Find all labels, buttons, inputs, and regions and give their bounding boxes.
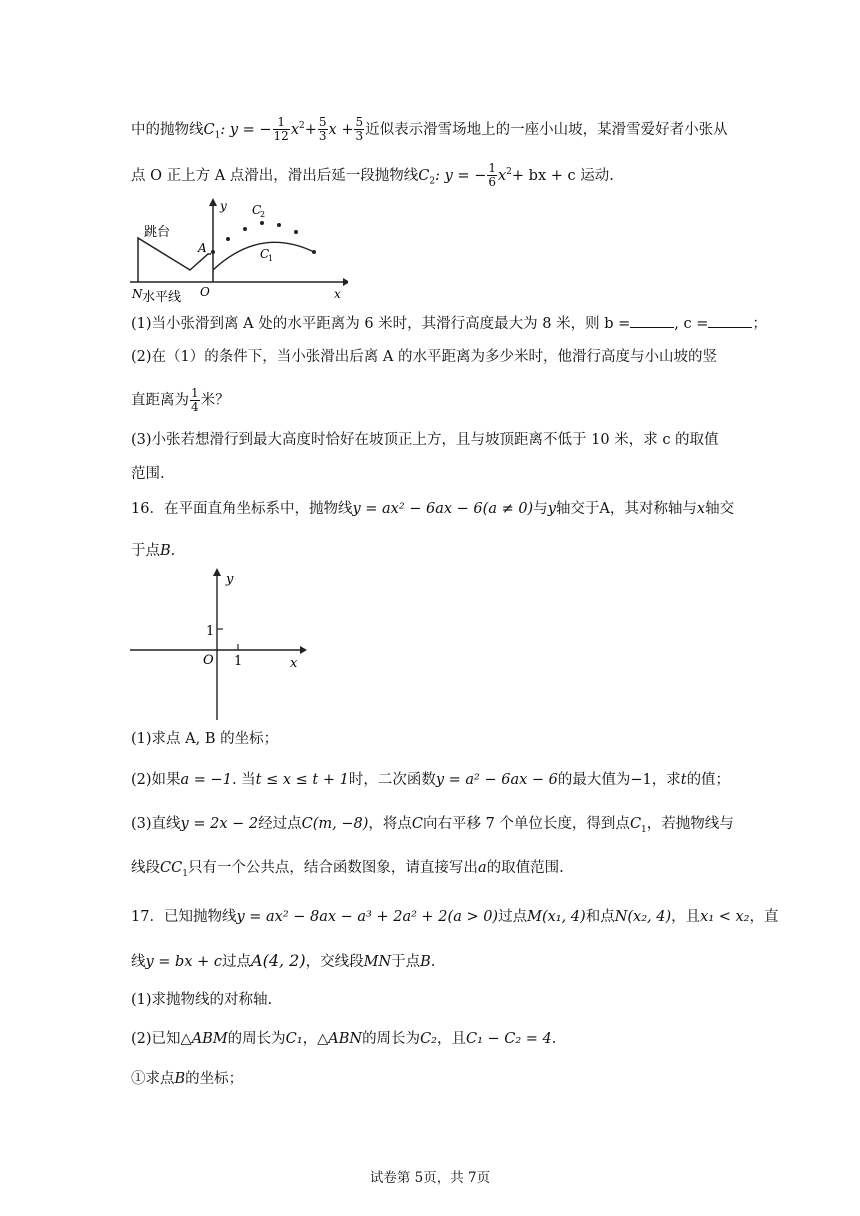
- label-c2: C: [252, 203, 262, 217]
- p17-q1: (1)求抛物线的对称轴.: [131, 992, 273, 1008]
- text: ，且: [436, 1031, 466, 1047]
- text: , c =: [674, 316, 709, 332]
- c2-symbol: C: [418, 167, 430, 184]
- text: .: [170, 543, 176, 559]
- fraction: [487, 162, 497, 189]
- text: 的周长为: [362, 1031, 421, 1047]
- text: ，其对称轴与: [609, 501, 697, 517]
- text: 米？: [200, 392, 230, 409]
- label-o: O: [203, 653, 214, 668]
- label-tiaotai: 跳台: [144, 225, 171, 240]
- frac-num: 1: [273, 116, 290, 130]
- label-1x: 1: [234, 654, 243, 669]
- text: 16．在平面直角坐标系中，抛物线: [131, 501, 353, 517]
- label-n: N: [132, 287, 143, 301]
- var: B: [420, 954, 431, 970]
- ski-slope-figure: [128, 198, 348, 306]
- c2-dot: [260, 221, 264, 225]
- text: 和点: [585, 909, 615, 925]
- var: y: [547, 501, 556, 517]
- eq: y = ax² − 6ax − 6(a ≠ 0): [352, 501, 534, 517]
- c2-sub: 2: [429, 176, 436, 187]
- label-c1: C: [260, 247, 270, 261]
- c2-dot: [211, 250, 215, 254]
- fraction: [273, 116, 290, 143]
- eq-part: : y = −: [435, 167, 487, 184]
- var: B: [160, 543, 171, 559]
- label-x: x: [290, 656, 298, 671]
- text: 的坐标；: [185, 1071, 244, 1087]
- text: (3)直线: [131, 816, 181, 832]
- c1-sub: 1: [214, 130, 221, 141]
- text: . 当: [231, 772, 256, 788]
- text: .: [551, 1031, 557, 1047]
- text: 过点: [498, 909, 528, 925]
- eq-part: : y = −: [220, 121, 272, 138]
- eq: t ≤ x ≤ t + 1: [255, 772, 349, 788]
- text: ，交线段: [305, 954, 364, 970]
- y-arrow-icon: [209, 198, 217, 206]
- label-y: y: [226, 572, 234, 587]
- eq-part: +: [304, 121, 317, 138]
- var: MN: [363, 954, 392, 970]
- label-o: O: [200, 285, 210, 299]
- p17-q2-sub1: [131, 1069, 243, 1089]
- var: C: [411, 816, 423, 832]
- text: ，直: [749, 909, 779, 925]
- eq: y = ax² − 8ax − a³ + 2a² + 2(a > 0): [236, 909, 499, 925]
- eq: x₁ < x₂: [700, 909, 750, 925]
- frac-num: 1: [191, 386, 199, 400]
- eq-part: x +: [328, 121, 354, 138]
- text: 线段: [131, 860, 160, 876]
- text: (2)如果: [131, 772, 181, 788]
- var: A: [599, 501, 610, 517]
- sub: 1: [182, 868, 188, 879]
- text: 轴交于: [555, 501, 600, 517]
- p15-q2-line2: [131, 387, 230, 414]
- label-shuipingxian: 水平线: [142, 290, 182, 305]
- p15-q2-line1: (2)在（1）的条件下，当小张滑出后离 A 的水平距离为多少米时，他滑行高度与小山坡的竖: [131, 349, 717, 365]
- var: a: [477, 860, 487, 876]
- text: 与: [533, 501, 548, 517]
- eq: y = bx + c: [145, 954, 223, 970]
- p17-line1: [131, 907, 779, 927]
- c2-dot: [277, 223, 281, 227]
- text: 的周长为: [227, 1031, 286, 1047]
- label-1y: 1: [206, 624, 215, 639]
- text: ；: [752, 316, 767, 332]
- text: 的值；: [686, 772, 731, 788]
- c2-dot: [294, 230, 298, 234]
- p15-intro-line2: [131, 162, 614, 192]
- c2-dot: [312, 250, 316, 254]
- p16-q3-line1: [131, 814, 734, 840]
- text: 直距离为: [131, 392, 189, 409]
- text: 过点: [222, 954, 252, 970]
- eq: −1: [630, 772, 652, 788]
- sup: 2: [506, 167, 512, 177]
- eq: A(4, 2): [251, 951, 306, 970]
- p16-q3-line2: [131, 858, 564, 884]
- coordinate-axes-figure: [128, 566, 308, 722]
- label-x: x: [334, 287, 341, 301]
- frac-den: 12: [273, 129, 289, 144]
- eq: C₁ − C₂ = 4: [465, 1031, 552, 1047]
- eq-part: x: [290, 121, 300, 138]
- var: B: [174, 1071, 186, 1087]
- text: 线: [131, 954, 146, 970]
- sub: 1: [641, 824, 647, 835]
- eq-part: x: [497, 167, 507, 184]
- text: 点 O 正上方 A 点滑出，滑出后延一段抛物线: [131, 167, 419, 184]
- eq: △ABM: [180, 1031, 228, 1047]
- p15-intro-line1: [131, 116, 728, 146]
- p16-q2: [131, 770, 730, 790]
- frac-num: 5: [318, 115, 327, 130]
- text: 轴交: [705, 501, 735, 517]
- y-arrow-icon: [213, 568, 221, 576]
- text: 的取值范围.: [486, 860, 564, 876]
- p17-q2: [131, 1029, 556, 1049]
- p16-q1: (1)求点 A, B 的坐标；: [131, 731, 279, 747]
- eq: M(x₁, 4): [527, 909, 586, 925]
- sup: 2: [299, 121, 305, 131]
- eq: a = −1: [180, 772, 232, 788]
- var: t: [680, 772, 687, 788]
- text: ，且: [671, 909, 701, 925]
- text: 近似表示滑雪场地上的一座小山坡，某滑雪爱好者小张从: [365, 121, 728, 138]
- label-c1-sub: 1: [268, 254, 274, 263]
- var: CC: [160, 860, 183, 876]
- answer-blank-b[interactable]: [630, 315, 674, 328]
- eq: y = 2x − 2: [180, 816, 259, 832]
- eq: C₁: [285, 1031, 303, 1047]
- p17-line2: [131, 951, 435, 972]
- fraction: [318, 116, 328, 143]
- p16-line1: [131, 499, 734, 519]
- label-c2-sub: 2: [260, 210, 266, 219]
- frac-den: 3: [355, 129, 364, 144]
- text: 于点: [391, 954, 421, 970]
- text: ，: [302, 1031, 318, 1047]
- frac-num: 1: [488, 161, 496, 176]
- text: 向右平移 7 个单位长度，得到点: [422, 816, 630, 832]
- fraction: [354, 116, 364, 143]
- p15-q3-line1: (3)小张若想滑行到最大高度时恰好在坡顶正上方，且与坡顶距离不低于 10 米，求 c 的取值: [131, 432, 719, 448]
- eq-part: + bx + c 运动.: [511, 167, 614, 184]
- text: ，将点: [368, 816, 412, 832]
- label-a: A: [198, 241, 207, 255]
- eq: y = a² − 6ax − 6: [435, 772, 558, 788]
- eq: N(x₂, 4): [614, 909, 672, 925]
- frac-den: 3: [318, 129, 327, 144]
- eq: △ABN: [317, 1031, 363, 1047]
- frac-num: 5: [355, 115, 364, 130]
- answer-blank-c[interactable]: [708, 315, 752, 328]
- text: ①求点: [131, 1071, 175, 1087]
- text: 的最大值为: [557, 772, 631, 788]
- x-arrow-icon: [343, 278, 348, 286]
- p15-q1: [131, 314, 767, 334]
- text: 中的抛物线: [131, 121, 204, 138]
- text: 于点: [131, 543, 160, 559]
- text: ，若抛物线与: [646, 816, 734, 832]
- text: 只有一个公共点，结合函数图象，请直接写出: [187, 860, 478, 876]
- p16-line2: [131, 541, 175, 561]
- text: (2)已知: [131, 1031, 181, 1047]
- frac-den: 6: [488, 175, 496, 190]
- page-footer: 试卷第 5页，共 7页: [369, 1170, 491, 1186]
- var: x: [696, 501, 706, 517]
- eq: C(m, −8): [301, 816, 369, 832]
- label-y: y: [220, 199, 227, 213]
- c2-dot: [243, 227, 247, 231]
- eq: C₂: [420, 1031, 437, 1047]
- x-arrow-icon: [300, 646, 307, 654]
- var: C: [629, 816, 642, 832]
- text: .: [430, 954, 436, 970]
- text: ，求: [651, 772, 681, 788]
- text: (1)当小张滑到离 A 处的水平距离为 6 米时，其滑行高度最大为 8 米，则 b =: [131, 316, 631, 332]
- text: 时，二次函数: [348, 772, 436, 788]
- c2-dot: [226, 237, 230, 241]
- text: 经过点: [258, 816, 302, 832]
- fraction: [190, 387, 200, 414]
- c1-symbol: C: [203, 121, 215, 138]
- frac-den: 4: [191, 400, 199, 414]
- text: 17．已知抛物线: [131, 909, 237, 925]
- p15-q3-line2: 范围.: [131, 466, 165, 482]
